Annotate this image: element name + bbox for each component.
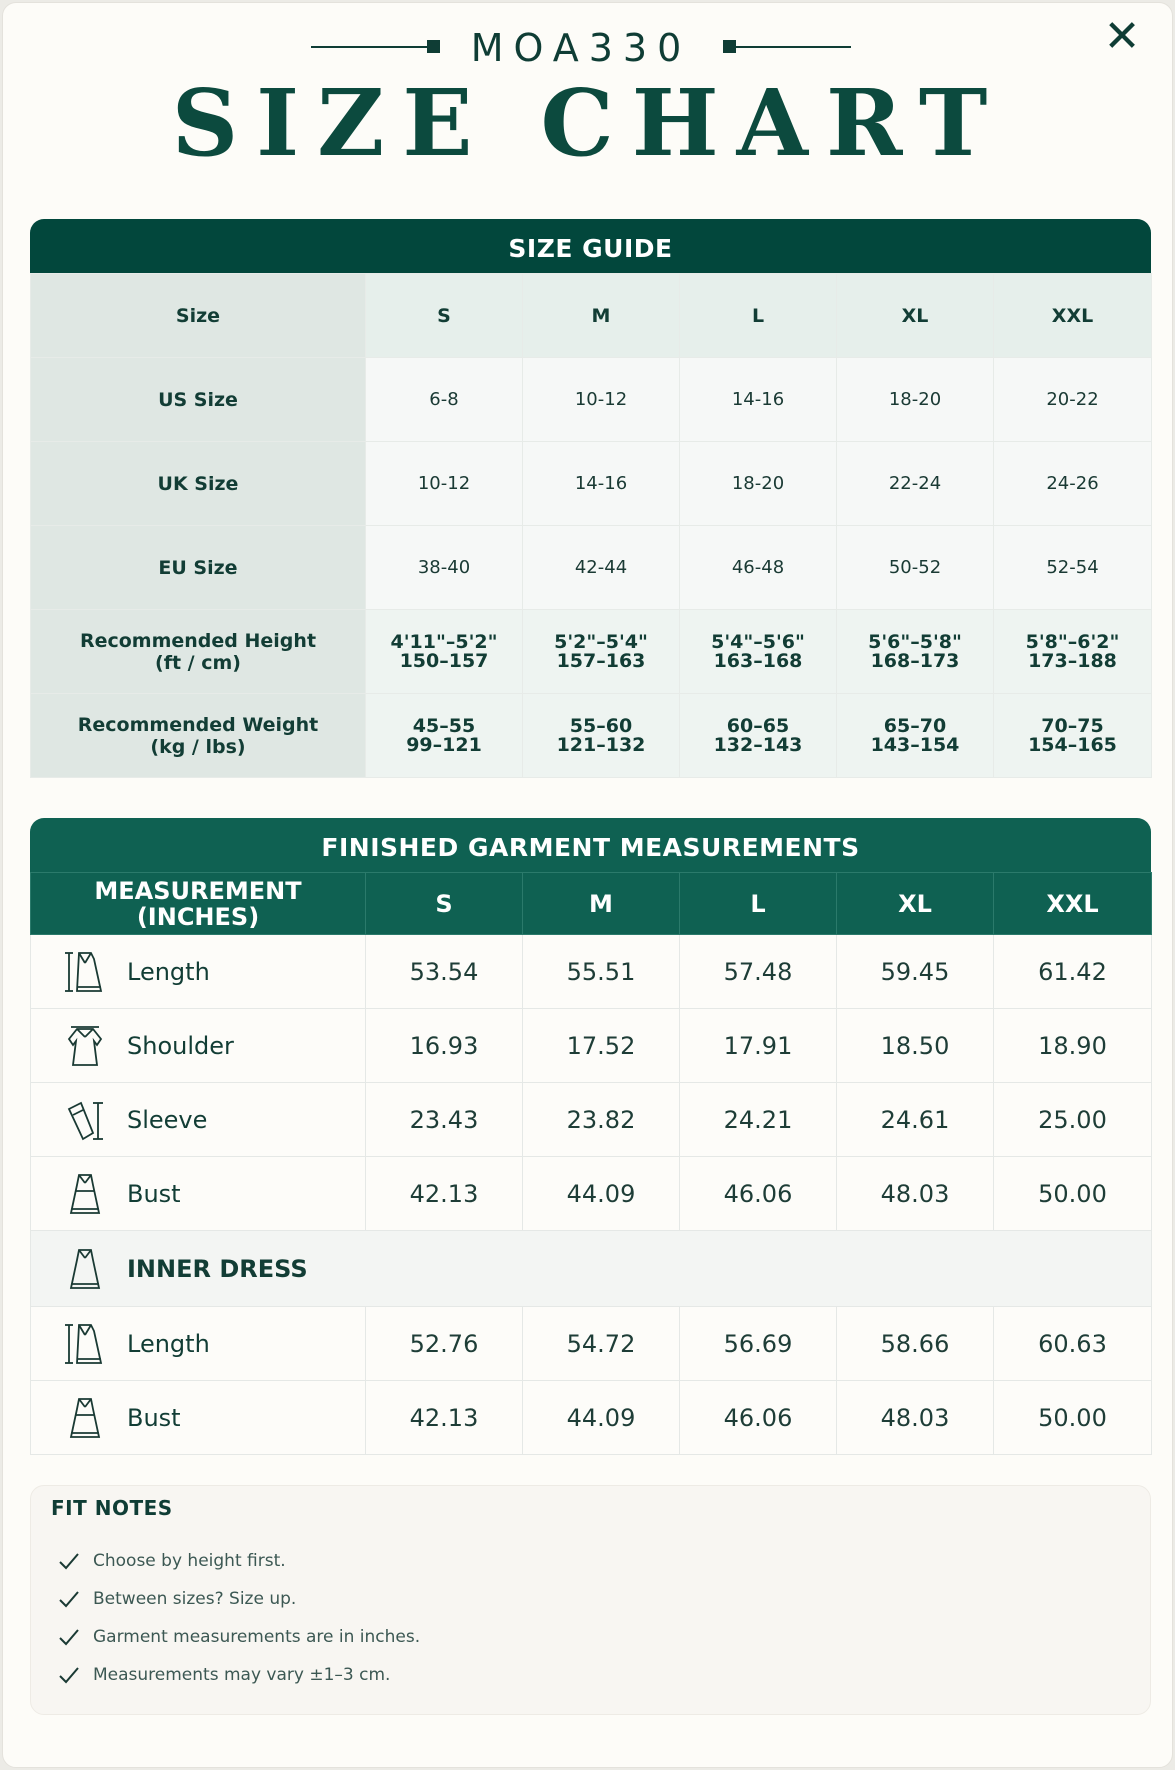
column-header: L <box>680 274 837 358</box>
table-cell: 48.03 <box>837 1157 994 1231</box>
length-icon <box>61 947 109 997</box>
list-item <box>57 1580 420 1618</box>
size-guide-header-row <box>31 274 1152 358</box>
close-icon[interactable]: ✕ <box>1103 11 1141 62</box>
table-cell: 50-52 <box>837 526 994 610</box>
garment-header-row <box>31 873 1152 935</box>
table-cell: 54.72 <box>523 1307 680 1381</box>
model-name: MOA330 <box>470 26 692 70</box>
table-cell: 60.63 <box>994 1307 1152 1381</box>
table-cell: 24.61 <box>837 1083 994 1157</box>
garment-measurements-title: FINISHED GARMENT MEASUREMENTS <box>30 818 1151 872</box>
table-row <box>31 1083 1152 1157</box>
garment-measurements-table <box>30 872 1152 1455</box>
sleeve-icon <box>61 1095 109 1145</box>
table-cell: 25.00 <box>994 1083 1152 1157</box>
table-cell: 10-12 <box>366 442 523 526</box>
weight-lbs: 121–132 <box>556 733 646 756</box>
measurement-label: Bust <box>127 1403 181 1432</box>
table-row <box>31 1381 1152 1455</box>
row-label-unit: (kg / lbs) <box>150 735 246 758</box>
table-cell: 50.00 <box>994 1157 1152 1231</box>
table-cell: 52.76 <box>366 1307 523 1381</box>
height-ft: 5'2"–5'4" <box>554 630 648 653</box>
table-row <box>31 1157 1152 1231</box>
table-cell: 42-44 <box>523 526 680 610</box>
row-label <box>31 610 366 694</box>
column-header: XL <box>837 873 994 935</box>
table-cell: 57.48 <box>680 935 837 1009</box>
weight-kg: 60–65 <box>726 714 790 737</box>
table-cell <box>994 694 1152 778</box>
table-cell: 10-12 <box>523 358 680 442</box>
list-item <box>57 1656 420 1694</box>
weight-kg: 65–70 <box>883 714 947 737</box>
measurement-label: Sleeve <box>127 1105 208 1134</box>
height-cm: 157–163 <box>556 649 646 672</box>
table-cell: 20-22 <box>994 358 1152 442</box>
table-cell: 46-48 <box>680 526 837 610</box>
check-icon <box>57 1587 81 1611</box>
table-cell: 52-54 <box>994 526 1152 610</box>
measurement-name-cell <box>31 1083 366 1157</box>
height-ft: 5'4"–5'6" <box>711 630 805 653</box>
row-label-line: Recommended Height <box>79 629 317 652</box>
table-cell: 46.06 <box>680 1381 837 1455</box>
column-header: M <box>523 274 680 358</box>
table-cell <box>366 694 523 778</box>
table-cell: 16.93 <box>366 1009 523 1083</box>
inner-dress-title: INNER DRESS <box>127 1254 308 1283</box>
table-cell: 18-20 <box>837 358 994 442</box>
measurement-name-cell <box>31 1381 366 1455</box>
table-cell: 61.42 <box>994 935 1152 1009</box>
height-ft: 5'6"–5'8" <box>868 630 962 653</box>
column-header: Size <box>31 274 366 358</box>
table-cell: 18.90 <box>994 1009 1152 1083</box>
shoulder-icon <box>61 1021 109 1071</box>
length-icon <box>61 1319 109 1369</box>
decor-square-left <box>427 40 440 53</box>
table-cell <box>837 694 994 778</box>
bust-icon <box>61 1169 109 1219</box>
column-header: XXL <box>994 274 1152 358</box>
column-header: XL <box>837 274 994 358</box>
weight-lbs: 143–154 <box>870 733 960 756</box>
check-icon <box>57 1625 81 1649</box>
decor-line-right <box>731 46 851 48</box>
model-row <box>3 25 1174 71</box>
table-cell: 14-16 <box>523 442 680 526</box>
table-row <box>31 358 1152 442</box>
table-cell <box>680 694 837 778</box>
column-header: M <box>523 873 680 935</box>
table-cell <box>994 610 1152 694</box>
dress-icon <box>61 1244 109 1294</box>
table-cell: 22-24 <box>837 442 994 526</box>
measurement-label: Length <box>127 957 210 986</box>
table-row <box>31 1307 1152 1381</box>
height-ft: 5'8"–6'2" <box>1025 630 1120 653</box>
table-cell: 48.03 <box>837 1381 994 1455</box>
weight-kg: 70–75 <box>1041 714 1104 737</box>
decor-line-left <box>311 46 435 48</box>
column-header: S <box>366 873 523 935</box>
weight-lbs: 132–143 <box>713 733 803 756</box>
table-cell: 42.13 <box>366 1157 523 1231</box>
inner-dress-section <box>31 1231 1152 1307</box>
measurement-name-cell <box>31 1009 366 1083</box>
fit-note-text: Between sizes? Size up. <box>93 1589 297 1609</box>
weight-lbs: 99–121 <box>406 733 482 756</box>
table-cell: 50.00 <box>994 1381 1152 1455</box>
measurement-label: Bust <box>127 1179 181 1208</box>
table-cell: 38-40 <box>366 526 523 610</box>
measurement-label: Shoulder <box>127 1031 234 1060</box>
fit-note-text: Choose by height first. <box>93 1551 286 1571</box>
row-label-line: Recommended Weight <box>77 713 319 736</box>
table-cell: 46.06 <box>680 1157 837 1231</box>
list-item <box>57 1542 420 1580</box>
table-row <box>31 526 1152 610</box>
column-header: L <box>680 873 837 935</box>
row-label: US Size <box>31 358 366 442</box>
fit-notes-list <box>57 1542 420 1694</box>
table-cell: 17.91 <box>680 1009 837 1083</box>
weight-lbs: 154–165 <box>1028 733 1117 756</box>
table-cell: 14-16 <box>680 358 837 442</box>
column-header: S <box>366 274 523 358</box>
page-title: SIZE CHART <box>171 69 1006 177</box>
table-row <box>31 1009 1152 1083</box>
size-chart-page <box>2 2 1173 1768</box>
measurement-name-cell <box>31 1157 366 1231</box>
header <box>3 3 1174 193</box>
inner-dress-section-row <box>31 1231 1152 1307</box>
table-cell: 24.21 <box>680 1083 837 1157</box>
size-guide-title: SIZE GUIDE <box>30 219 1151 273</box>
table-cell <box>523 610 680 694</box>
row-label: UK Size <box>31 442 366 526</box>
list-item <box>57 1618 420 1656</box>
row-label: EU Size <box>31 526 366 610</box>
table-cell: 59.45 <box>837 935 994 1009</box>
height-ft: 4'11"–5'2" <box>390 630 498 653</box>
table-cell <box>680 610 837 694</box>
table-row <box>31 694 1152 778</box>
check-icon <box>57 1549 81 1573</box>
table-cell: 18.50 <box>837 1009 994 1083</box>
garment-measurements-section <box>30 818 1151 1455</box>
size-guide-section <box>30 219 1151 778</box>
table-cell: 17.52 <box>523 1009 680 1083</box>
table-cell: 6-8 <box>366 358 523 442</box>
fit-notes-panel <box>30 1485 1151 1715</box>
measurement-name-cell <box>31 1307 366 1381</box>
table-row <box>31 935 1152 1009</box>
table-cell: 42.13 <box>366 1381 523 1455</box>
fit-note-text: Garment measurements are in inches. <box>93 1627 421 1647</box>
size-guide-table <box>30 273 1152 778</box>
table-cell: 56.69 <box>680 1307 837 1381</box>
table-cell: 24-26 <box>994 442 1152 526</box>
table-cell: 55.51 <box>523 935 680 1009</box>
table-cell <box>523 694 680 778</box>
height-cm: 173–188 <box>1028 649 1117 672</box>
height-cm: 168–173 <box>870 649 960 672</box>
height-cm: 163–168 <box>713 649 803 672</box>
table-cell: 23.43 <box>366 1083 523 1157</box>
table-cell: 18-20 <box>680 442 837 526</box>
measurement-name-cell <box>31 935 366 1009</box>
measurement-label: Length <box>127 1329 210 1358</box>
table-cell: 23.82 <box>523 1083 680 1157</box>
row-label <box>31 694 366 778</box>
fit-notes-title: FIT NOTES <box>51 1496 173 1520</box>
row-label-unit: (ft / cm) <box>155 651 241 674</box>
table-row <box>31 610 1152 694</box>
table-row <box>31 442 1152 526</box>
table-cell <box>837 610 994 694</box>
table-cell: 44.09 <box>523 1381 680 1455</box>
weight-kg: 55–60 <box>569 714 633 737</box>
weight-kg: 45–55 <box>412 714 476 737</box>
table-cell: 44.09 <box>523 1157 680 1231</box>
table-cell <box>366 610 523 694</box>
fit-note-text: Measurements may vary ±1–3 cm. <box>93 1665 391 1685</box>
table-cell: 53.54 <box>366 935 523 1009</box>
measurement-header-unit: (INCHES) <box>136 902 260 931</box>
measurement-column-header <box>31 873 366 935</box>
height-cm: 150–157 <box>399 649 489 672</box>
table-cell: 58.66 <box>837 1307 994 1381</box>
bust-icon <box>61 1393 109 1443</box>
column-header: XXL <box>994 873 1152 935</box>
measurement-header-text: MEASUREMENT <box>94 876 302 905</box>
check-icon <box>57 1663 81 1687</box>
